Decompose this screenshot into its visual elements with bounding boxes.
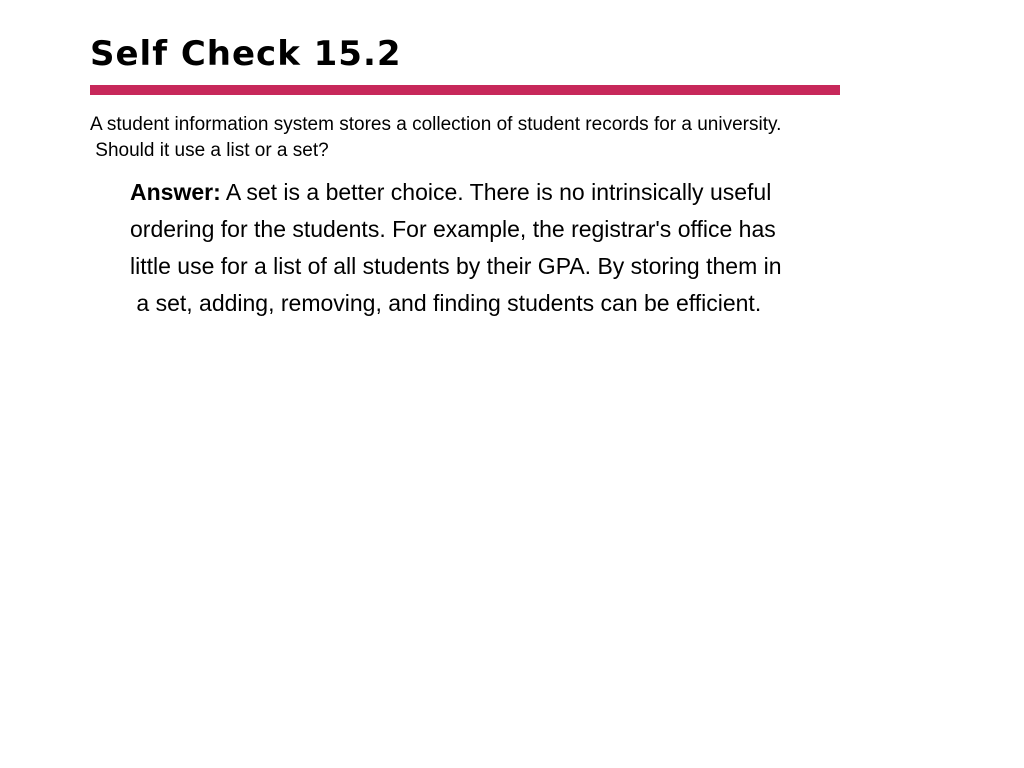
question-line: Should it use a list or a set? — [90, 140, 329, 161]
page-title: Self Check 15.2 — [90, 34, 402, 74]
question-text — [90, 112, 930, 164]
answer-line-text: A set is a better choice. There is no intrinsically useful — [220, 179, 772, 205]
answer-line: a set, adding, removing, and finding students can be efficient. — [130, 290, 762, 316]
answer-label: Answer: — [130, 179, 221, 205]
question-line: A student information system stores a collection of student records for a university. — [90, 114, 782, 135]
answer-line: ordering for the students. For example, the registrar's office has — [130, 216, 776, 242]
answer-text — [130, 174, 930, 322]
answer-line — [130, 174, 930, 211]
title-underline-rule — [90, 85, 840, 95]
answer-line: little use for a list of all students by their GPA. By storing them in — [130, 253, 782, 279]
